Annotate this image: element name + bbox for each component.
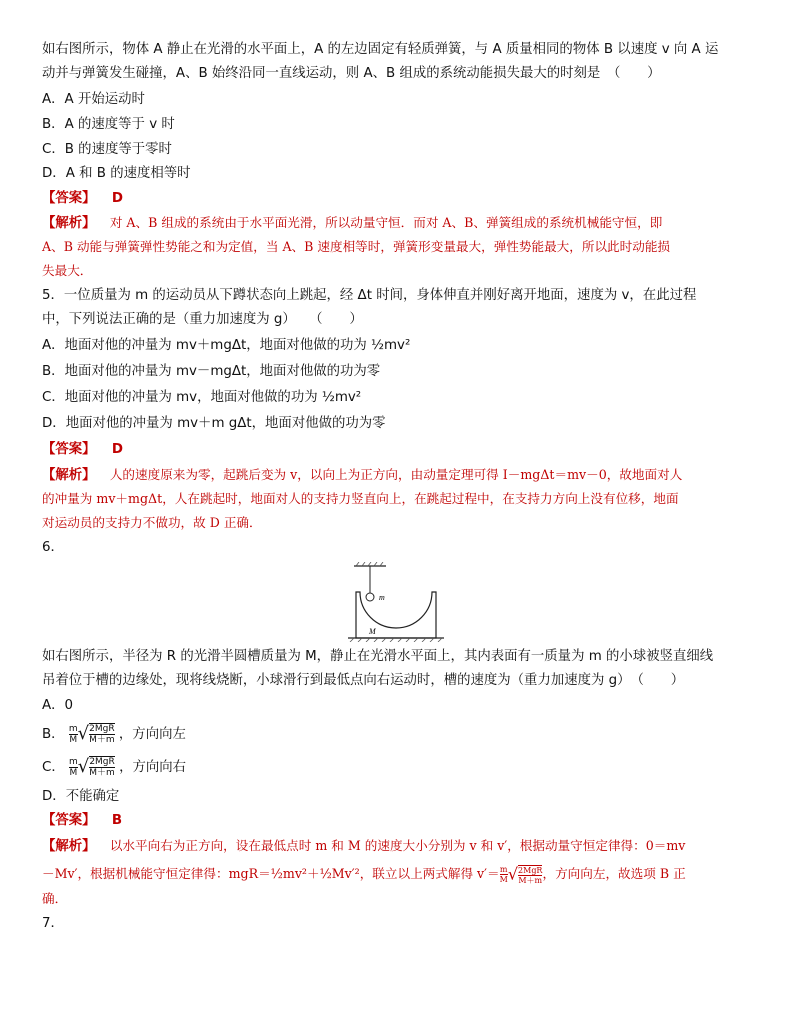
q5-option-d: D．地面对他的冲量为 mv＋m gΔt，地面对他做的功为零 [42, 416, 386, 431]
q4-option-d: D．A 和 B 的速度相等时 [42, 166, 191, 181]
q7-number: 7． [42, 916, 64, 931]
ball-m [366, 593, 374, 601]
root-numerator: 2MgR [89, 724, 115, 734]
q6-analysis-line-2 [42, 862, 686, 887]
q6-number: 6． [42, 540, 64, 555]
root-fraction [89, 756, 115, 778]
answer-tag: 【答案】 [42, 442, 96, 457]
q4-analysis-line-2: A、B 动能与弹簧弹性势能之和为定值，当 A、B 速度相等时，弹簧形变量最大，弹性势能最大，所以此时动能损 [42, 239, 671, 254]
analysis-text: ，方向向左，故选项 B 正 [542, 866, 686, 881]
q4-stem-line-1: 如右图所示，物体 A 静止在光滑的水平面上，A 的左边固定有轻质弹簧，与 A 质量相同的物体 B 以速度 v 向 A 运 [42, 42, 719, 57]
frac-denominator: M [69, 734, 78, 745]
q6-analysis-line-1 [42, 836, 685, 857]
analysis-text: 对 A、B 组成的系统由于水平面光滑，所以动量守恒．而对 A、B、弹簧组成的系统机械能守恒，即 [109, 215, 663, 230]
frac-numerator: m [69, 756, 78, 767]
q5-stem-line-1: 5．一位质量为 m 的运动员从下蹲状态向上跳起，经 Δt 时间，身体伸直并刚好离开地面，速度为 v，在此过程 [42, 288, 697, 303]
q4-option-c: C．B 的速度等于零时 [42, 142, 172, 157]
answer-value: D [111, 442, 123, 457]
option-prefix: B． [42, 727, 65, 742]
analysis-tag: 【解析】 [42, 468, 96, 483]
fraction [69, 757, 78, 778]
q4-stem-line-2: 动并与弹簧发生碰撞，A、B 始终沿同一直线运动，则 A、B 组成的系统动能损失最大的时刻是 （ ） [42, 66, 661, 81]
q5-option-b: B．地面对他的冲量为 mv－mgΔt，地面对他做的功为零 [42, 364, 381, 379]
q5-stem-line-2: 中，下列说法正确的是（重力加速度为 g） （ ） [42, 312, 363, 327]
q6-option-b [42, 722, 186, 747]
q5-analysis-line-3: 对运动员的支持力不做功，故 D 正确． [42, 515, 262, 530]
q5-analysis-line-1 [42, 465, 682, 486]
root-fraction [89, 723, 115, 745]
root-fraction [518, 865, 542, 885]
label-m: m [379, 593, 385, 602]
analysis-tag: 【解析】 [42, 216, 96, 231]
q6-option-a: A．0 [42, 698, 74, 713]
sqrt-icon: √ [77, 756, 90, 777]
q6-stem-line-1: 如右图所示，半径为 R 的光滑半圆槽质量为 M，静止在光滑水平面上，其内表面有一质量为 m 的小球被竖直细线 [42, 649, 714, 664]
q4-answer-row [42, 189, 123, 209]
root-denominator: M＋m [518, 875, 543, 885]
q4-option-b: B．A 的速度等于 v 时 [42, 117, 175, 132]
frac-denominator: M [499, 875, 508, 884]
q4-option-a: A．A 开始运动时 [42, 92, 145, 107]
answer-value: B [111, 813, 123, 828]
q4-analysis-line-3: 失最大． [42, 263, 93, 278]
q6-option-c [42, 755, 186, 780]
option-suffix: ，方向向右 [119, 760, 187, 775]
fraction [500, 865, 508, 884]
root-numerator: 2MgR [518, 865, 543, 875]
answer-value: D [111, 191, 123, 206]
sqrt-icon: √ [77, 723, 90, 744]
analysis-tag: 【解析】 [42, 839, 96, 854]
label-M: M [369, 627, 376, 636]
semicircle-groove-figure [340, 562, 450, 642]
option-suffix: ，方向向左 [118, 727, 186, 742]
q6-option-d: D．不能确定 [42, 789, 120, 804]
option-prefix: C． [42, 760, 65, 775]
root-numerator: 2MgR [89, 757, 115, 767]
analysis-text: 人的速度原来为零，起跳后变为 v，以向上为正方向，由动量定理可得 I－mgΔt＝mv－0，故地面对人 [109, 467, 683, 482]
analysis-text: 以水平向右为正方向，设在最低点时 m 和 M 的速度大小分别为 v 和 v′，根据动量守恒定律得：0＝mv [109, 838, 686, 853]
q5-analysis-line-2: 的冲量为 mv＋mgΔt，人在跳起时，地面对人的支持力竖直向上，在跳起过程中，在支持力方向上没有位移，地面 [42, 491, 679, 506]
frac-numerator: m [499, 865, 508, 874]
q4-analysis-line-1 [42, 213, 662, 234]
q5-answer-row [42, 440, 123, 460]
fraction [69, 724, 78, 745]
analysis-text: －Mv′，根据机械能守恒定律得：mgR＝½mv²＋½Mv′²，联立以上两式解得 v′＝ [42, 866, 500, 881]
root-denominator: M＋m [89, 735, 115, 745]
frac-denominator: M [69, 767, 78, 778]
q5-option-c: C．地面对他的冲量为 mv，地面对他做的功为 ½mv² [42, 390, 362, 405]
answer-tag: 【答案】 [42, 191, 96, 206]
q5-option-a: A．地面对他的冲量为 mv＋mgΔt，地面对他做的功为 ½mv² [42, 338, 411, 353]
frac-numerator: m [68, 723, 78, 734]
sqrt-icon: √ [507, 864, 519, 884]
answer-tag: 【答案】 [42, 813, 96, 828]
q6-answer-row [42, 811, 122, 831]
q6-stem-line-2: 吊着位于槽的边缘处，现将线烧断，小球滑行到最低点向右运动时，槽的速度为（重力加速度为 g） （ ） [42, 673, 685, 688]
root-denominator: M＋m [89, 768, 115, 778]
q6-analysis-line-3: 确． [42, 891, 68, 906]
